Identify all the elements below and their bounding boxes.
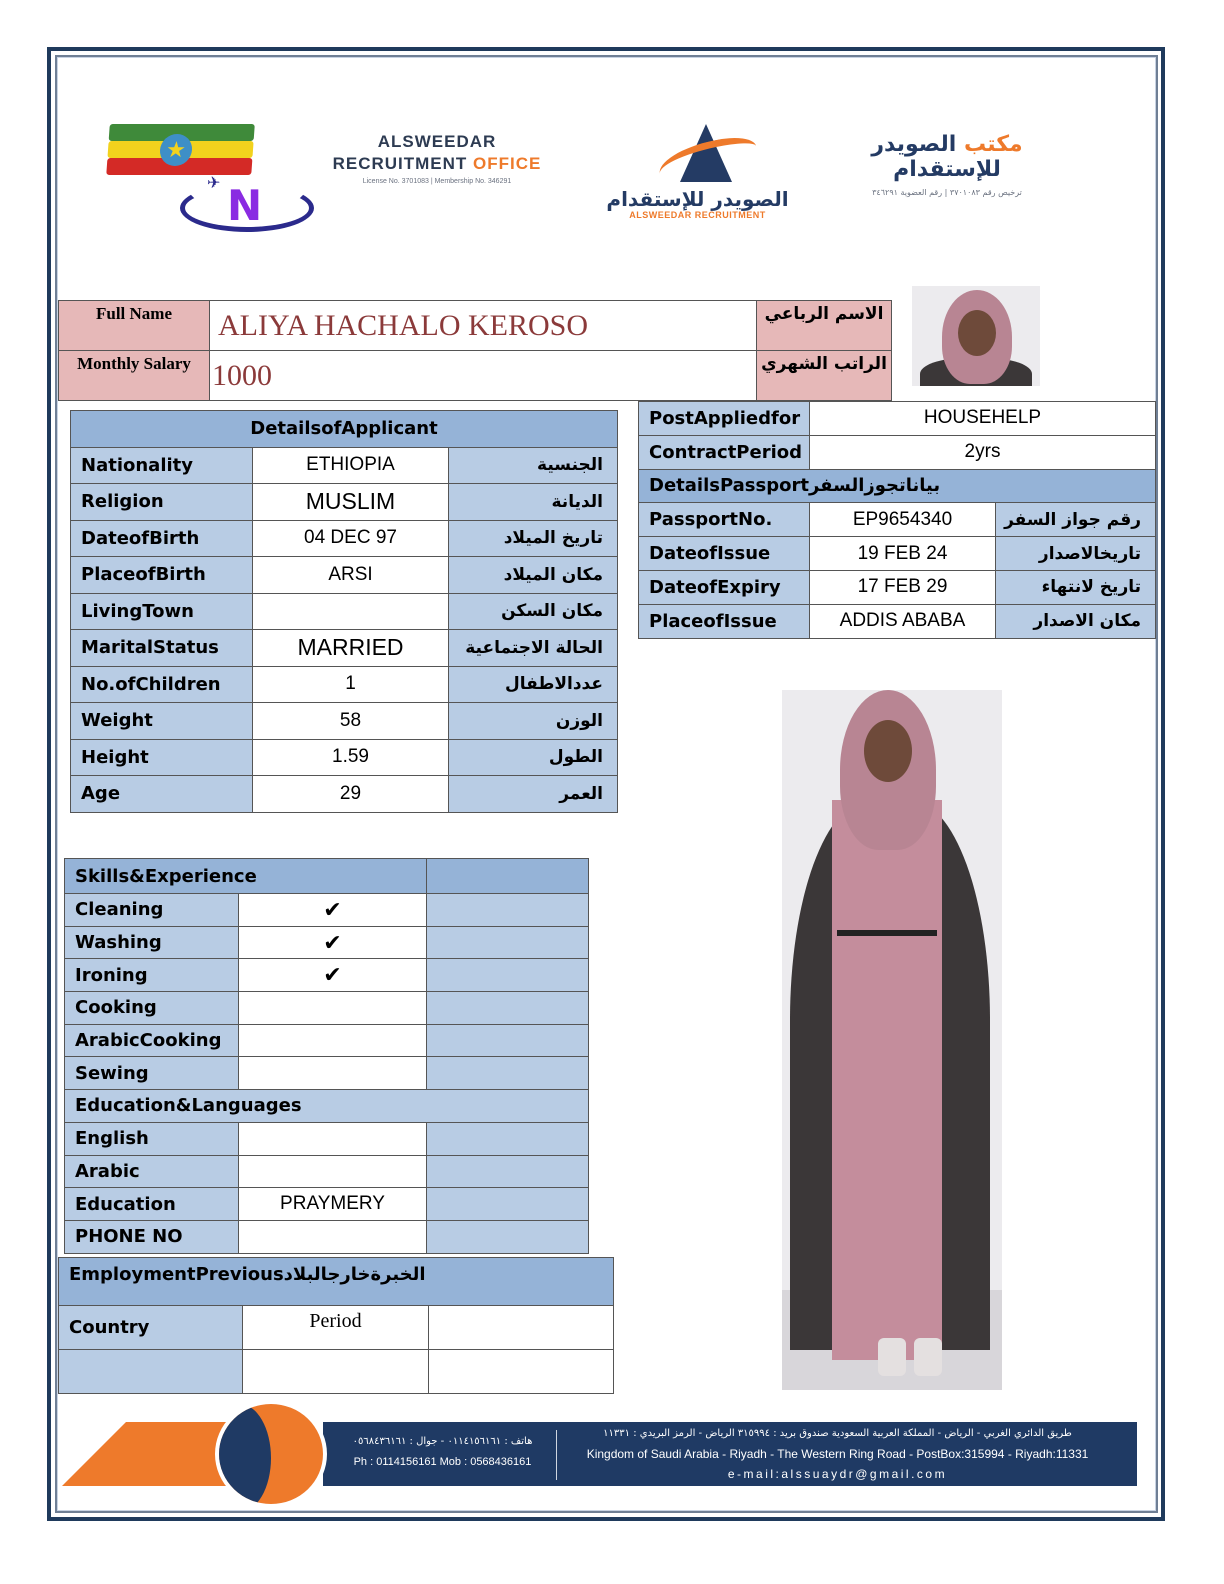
contract-label: ContractPeriod bbox=[639, 435, 810, 469]
education-value bbox=[239, 1220, 427, 1253]
table-row bbox=[71, 739, 618, 776]
brand-name-arabic bbox=[818, 132, 1076, 197]
post-value: HOUSEHELP bbox=[810, 402, 1156, 436]
row-label: Weight bbox=[71, 703, 253, 740]
full-name-row bbox=[59, 301, 892, 351]
row-label: No.ofChildren bbox=[71, 666, 253, 703]
airplane-icon: ✈ bbox=[207, 175, 221, 192]
table-row bbox=[65, 1024, 589, 1057]
period-value bbox=[243, 1350, 429, 1394]
row-value: MUSLIM bbox=[253, 484, 449, 521]
education-label: English bbox=[65, 1122, 239, 1155]
photo-belt bbox=[837, 930, 937, 936]
skill-label: Ironing bbox=[65, 959, 239, 992]
skill-value bbox=[239, 1024, 427, 1057]
post-label: PostAppliedfor bbox=[639, 402, 810, 436]
table-row bbox=[59, 1350, 614, 1394]
skill-value bbox=[239, 992, 427, 1025]
employment-extra bbox=[429, 1306, 614, 1350]
table-row bbox=[65, 1057, 589, 1090]
row-label: DateofIssue bbox=[639, 537, 810, 571]
table-row bbox=[71, 557, 618, 594]
row-label-arabic: تاريخالاصدار bbox=[996, 537, 1156, 571]
skill-extra bbox=[427, 992, 589, 1025]
brand-license: License No. 3701083 | Membership No. 346291 bbox=[362, 178, 512, 185]
education-label: Education bbox=[65, 1188, 239, 1221]
photo-sandal-right bbox=[914, 1338, 942, 1376]
row-value: 1 bbox=[253, 666, 449, 703]
table-row bbox=[639, 503, 1156, 537]
row-value: 17 FEB 29 bbox=[810, 570, 996, 604]
table-row bbox=[71, 593, 618, 630]
skills-title: Skills&Experience bbox=[65, 859, 427, 894]
contract-value: 2yrs bbox=[810, 435, 1156, 469]
table-row bbox=[71, 630, 618, 667]
row-value: MARRIED bbox=[253, 630, 449, 667]
applicant-headshot-photo bbox=[912, 286, 1040, 386]
table-row bbox=[71, 447, 618, 484]
row-label-arabic: الجنسية bbox=[449, 447, 618, 484]
salary-value: 1000 bbox=[210, 351, 757, 401]
row-label: DateofExpiry bbox=[639, 570, 810, 604]
table-row bbox=[639, 570, 1156, 604]
table-row bbox=[65, 959, 589, 992]
row-label-arabic: مكان الاصدار bbox=[996, 604, 1156, 638]
table-row bbox=[71, 666, 618, 703]
row-label-arabic: تاريخ لانتهاء bbox=[996, 570, 1156, 604]
contract-row bbox=[639, 435, 1156, 469]
skill-label: Washing bbox=[65, 926, 239, 959]
row-label: Religion bbox=[71, 484, 253, 521]
skill-extra bbox=[427, 959, 589, 992]
table-row bbox=[65, 992, 589, 1025]
row-label: PlaceofIssue bbox=[639, 604, 810, 638]
row-label-arabic: الطول bbox=[449, 739, 618, 776]
row-label-arabic: مكان السكن bbox=[449, 593, 618, 630]
row-value: ARSI bbox=[253, 557, 449, 594]
photo-dress bbox=[832, 800, 942, 1360]
row-label: Height bbox=[71, 739, 253, 776]
star-emblem-icon: ★ bbox=[159, 134, 193, 166]
brand-title-line2 bbox=[322, 154, 552, 174]
travel-agency-logo bbox=[180, 175, 314, 232]
table-row bbox=[639, 604, 1156, 638]
row-value bbox=[253, 593, 449, 630]
row-label-arabic: رقم جواز السفر bbox=[996, 503, 1156, 537]
identity-table bbox=[58, 300, 892, 401]
applicant-full-body-photo bbox=[782, 690, 1002, 1390]
salary-label-arabic: الراتب الشهري bbox=[757, 351, 892, 401]
previous-employment-title: EmploymentPreviousالخبرةخارجالبلاد bbox=[59, 1258, 614, 1306]
country-value bbox=[59, 1350, 243, 1394]
logo-letter: N bbox=[227, 181, 263, 230]
a-logo-arabic: الصويدر للإستقدام bbox=[606, 187, 789, 211]
skill-extra bbox=[427, 1057, 589, 1090]
post-passport-table bbox=[638, 401, 1156, 639]
skills-header-blank bbox=[427, 859, 589, 894]
footer-circle-blue-half bbox=[219, 1404, 271, 1508]
row-value: 29 bbox=[253, 776, 449, 813]
skill-label: ArabicCooking bbox=[65, 1024, 239, 1057]
skill-label: Cleaning bbox=[65, 894, 239, 927]
brand-arabic-title bbox=[818, 132, 1076, 182]
education-value bbox=[239, 1122, 427, 1155]
table-row bbox=[71, 520, 618, 557]
row-label-arabic: العمر bbox=[449, 776, 618, 813]
photo-face bbox=[864, 720, 912, 782]
skill-label: Sewing bbox=[65, 1057, 239, 1090]
table-row bbox=[65, 1122, 589, 1155]
table-row bbox=[71, 703, 618, 740]
a-logo-english: ALSWEEDAR RECRUITMENT bbox=[629, 210, 766, 220]
row-label-arabic: الديانة bbox=[449, 484, 618, 521]
row-label-arabic: تاريخ الميلاد bbox=[449, 520, 618, 557]
row-value: ADDIS ABABA bbox=[810, 604, 996, 638]
row-label: Age bbox=[71, 776, 253, 813]
photo-sandal-left bbox=[878, 1338, 906, 1376]
brand-title-line1: ALSWEEDAR bbox=[377, 132, 497, 151]
table-row bbox=[65, 894, 589, 927]
row-label-arabic: مكان الميلاد bbox=[449, 557, 618, 594]
row-label: PassportNo. bbox=[639, 503, 810, 537]
table-row bbox=[639, 537, 1156, 571]
skill-check-icon: ✔ bbox=[239, 926, 427, 959]
footer-divider bbox=[556, 1430, 557, 1480]
skills-table bbox=[64, 858, 589, 1254]
a-mark-icon bbox=[638, 124, 758, 188]
footer-address-arabic: طريق الدائري الغربي - الرياض - المملكة العربية السعودية صندوق بريد : ٣١٥٩٩٤ الرياض - الرمز البريدي : ١١٣٣١ bbox=[603, 1428, 1072, 1439]
skill-label: Cooking bbox=[65, 992, 239, 1025]
footer-email: e-mail:alssuaydr@gmail.com bbox=[727, 1467, 948, 1481]
footer-circle-logo-icon bbox=[215, 1400, 327, 1508]
education-value: PRAYMERY bbox=[239, 1188, 427, 1221]
footer-contact bbox=[335, 1432, 550, 1472]
ethiopia-flag-logo bbox=[106, 124, 255, 176]
salary-row bbox=[59, 351, 892, 401]
applicant-details-table bbox=[70, 410, 618, 813]
footer-address bbox=[565, 1424, 1110, 1484]
applicant-details-title: DetailsofApplicant bbox=[71, 411, 618, 448]
skill-extra bbox=[427, 894, 589, 927]
row-label-arabic: الوزن bbox=[449, 703, 618, 740]
education-title: Education&Languages bbox=[65, 1090, 589, 1123]
education-label: PHONE NO bbox=[65, 1220, 239, 1253]
brand-arabic-license: ترخيص رقم ٣٧٠١٠٨٣ | رقم العضوية ٣٤٦٢٩١ bbox=[872, 188, 1022, 197]
row-label: MaritalStatus bbox=[71, 630, 253, 667]
education-extra bbox=[427, 1155, 589, 1188]
passport-details-title: DetailsPassportبياناتجوزالسفر bbox=[639, 469, 1156, 503]
full-name-value: ALIYA HACHALO KEROSO bbox=[210, 301, 757, 351]
skill-check-icon: ✔ bbox=[239, 894, 427, 927]
row-label: LivingTown bbox=[71, 593, 253, 630]
skill-value bbox=[239, 1057, 427, 1090]
footer-address-english: Kingdom of Saudi Arabia - Riyadh - The Western Ring Road - PostBox:315994 - Riyadh:11331 bbox=[586, 1447, 1089, 1461]
brand-arabic-prefix: مكتب bbox=[963, 132, 1023, 157]
education-label: Arabic bbox=[65, 1155, 239, 1188]
row-label-arabic: الحالة الاجتماعية bbox=[449, 630, 618, 667]
table-row bbox=[71, 484, 618, 521]
footer-phone-arabic: هاتف : ٠١١٤١٥٦١٦١ - جوال : ٠٥٦٨٤٣٦١٦١ bbox=[352, 1436, 533, 1447]
row-value: 1.59 bbox=[253, 739, 449, 776]
employment-extra bbox=[429, 1350, 614, 1394]
row-value: 04 DEC 97 bbox=[253, 520, 449, 557]
education-extra bbox=[427, 1220, 589, 1253]
table-row bbox=[65, 1155, 589, 1188]
row-value: ETHIOPIA bbox=[253, 447, 449, 484]
table-row bbox=[65, 926, 589, 959]
previous-employment-table bbox=[58, 1257, 614, 1394]
period-label: Period bbox=[243, 1306, 429, 1350]
country-label: Country bbox=[59, 1306, 243, 1350]
education-extra bbox=[427, 1122, 589, 1155]
table-row bbox=[65, 1188, 589, 1221]
full-name-label-arabic: الاسم الرباعي bbox=[757, 301, 892, 351]
table-row bbox=[65, 1220, 589, 1253]
photo-face bbox=[958, 310, 996, 356]
table-row bbox=[59, 1306, 614, 1350]
skill-extra bbox=[427, 926, 589, 959]
brand-arabic-name: الصويدر للإستقدام bbox=[871, 132, 1001, 182]
row-value: EP9654340 bbox=[810, 503, 996, 537]
row-label-arabic: عددالاطفال bbox=[449, 666, 618, 703]
brand-recruitment: RECRUITMENT bbox=[332, 154, 474, 173]
full-name-label: Full Name bbox=[59, 301, 210, 351]
footer-phone-english: Ph : 0114156161 Mob : 0568436161 bbox=[353, 1456, 532, 1468]
education-value bbox=[239, 1155, 427, 1188]
skill-extra bbox=[427, 1024, 589, 1057]
brand-office: OFFICE bbox=[473, 154, 542, 173]
row-label: Nationality bbox=[71, 447, 253, 484]
skill-check-icon: ✔ bbox=[239, 959, 427, 992]
education-extra bbox=[427, 1188, 589, 1221]
table-row bbox=[71, 776, 618, 813]
brand-name-english bbox=[322, 132, 552, 185]
row-value: 58 bbox=[253, 703, 449, 740]
alsweedar-a-logo bbox=[605, 124, 790, 229]
salary-label: Monthly Salary bbox=[59, 351, 210, 401]
row-value: 19 FEB 24 bbox=[810, 537, 996, 571]
row-label: DateofBirth bbox=[71, 520, 253, 557]
post-row bbox=[639, 402, 1156, 436]
row-label: PlaceofBirth bbox=[71, 557, 253, 594]
